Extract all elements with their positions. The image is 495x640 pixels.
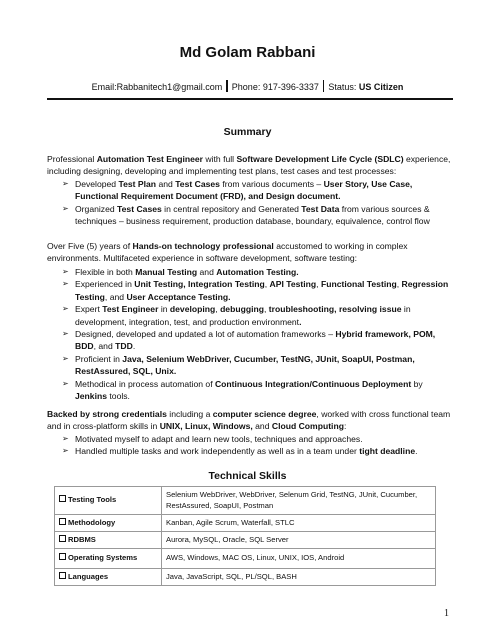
contact-line bbox=[0, 80, 495, 92]
skills-row bbox=[55, 569, 436, 586]
skills-category-cell bbox=[55, 515, 162, 532]
text-run: computer science degree bbox=[212, 409, 317, 419]
skills-value-cell: Kanban, Agile Scrum, Waterfall, STLC bbox=[162, 515, 436, 532]
text-run: by bbox=[411, 378, 423, 389]
arrow-bullet-icon: ➢ bbox=[62, 203, 69, 213]
skills-row bbox=[55, 532, 436, 549]
skills-row bbox=[55, 515, 436, 532]
text-run: , and bbox=[93, 341, 116, 352]
bullet-item bbox=[62, 203, 457, 228]
bullet-item bbox=[62, 433, 457, 445]
text-run: debugging bbox=[220, 304, 264, 315]
skills-category-cell bbox=[55, 569, 162, 586]
text-run: , bbox=[264, 279, 270, 290]
checkbox-square-icon bbox=[59, 572, 66, 579]
text-run: API Testing bbox=[269, 279, 317, 290]
skills-table bbox=[54, 486, 436, 586]
text-run: Designed, developed and updated a lot of automation frameworks – bbox=[75, 329, 336, 340]
text-run: Expert bbox=[75, 304, 103, 315]
text-run: Automation Testing. bbox=[216, 267, 299, 277]
text-run: tools. bbox=[107, 391, 130, 402]
status-label: Status: bbox=[328, 82, 359, 92]
skills-row bbox=[55, 487, 436, 515]
text-run: Regression Testing bbox=[75, 279, 449, 302]
skills-category-label: RDBMS bbox=[68, 534, 96, 544]
text-run: : bbox=[343, 421, 347, 432]
text-run: and bbox=[252, 421, 272, 432]
text-run: Developed bbox=[75, 179, 119, 189]
text-run: TDD bbox=[115, 341, 133, 352]
text-run: Cloud Computing bbox=[271, 421, 344, 432]
text-run: in bbox=[158, 304, 170, 315]
summary-list-3 bbox=[62, 433, 457, 458]
text-run: Software Development Life Cycle (SDLC) bbox=[236, 154, 404, 164]
skills-category-cell bbox=[55, 487, 162, 515]
text-run: Over Five (5) years of bbox=[47, 241, 133, 251]
text-run: and bbox=[197, 267, 217, 277]
checkbox-square-icon bbox=[59, 553, 66, 560]
text-run: Handled multiple tasks and work independently as well as in a team under bbox=[75, 446, 360, 457]
text-run: , worked with cross functional team and in cross-platform skills in bbox=[47, 409, 451, 432]
text-run: Hybrid framework, POM, BDD bbox=[75, 329, 436, 352]
summary-list-2 bbox=[62, 266, 457, 402]
skills-category-label: Languages bbox=[68, 571, 109, 581]
text-run: and bbox=[156, 179, 176, 189]
text-run: tight deadline bbox=[359, 446, 416, 457]
skills-value-cell: Selenium WebDriver, WebDriver, Selenum Grid, TestNG, JUnit, Cucumber, RestAssured, SoapUI, Postman bbox=[162, 487, 436, 515]
skills-row bbox=[55, 549, 436, 569]
skills-value-cell: Java, JavaScript, SQL, PL/SQL, BASH bbox=[162, 569, 436, 586]
arrow-bullet-icon: ➢ bbox=[62, 179, 69, 188]
text-run: Test Engineer bbox=[102, 304, 159, 315]
text-run: including a bbox=[166, 409, 213, 419]
skills-category-label: Methodology bbox=[68, 517, 116, 527]
summary-heading: Summary bbox=[223, 126, 272, 138]
text-run: , bbox=[215, 304, 221, 315]
text-run: Backed by strong credentials bbox=[47, 409, 167, 419]
arrow-bullet-icon: ➢ bbox=[62, 279, 69, 289]
email-text: Email:Rabbanitech1@gmail.com bbox=[91, 82, 223, 92]
skills-category-label: Testing Tools bbox=[68, 495, 117, 505]
text-run: developing bbox=[169, 304, 216, 315]
summary-list-1 bbox=[62, 178, 457, 228]
summary-paragraph-1 bbox=[47, 153, 457, 178]
text-run: from various sources & techniques – business requirement, production database, boundary, equivalence, control flow bbox=[75, 203, 430, 227]
text-run: Flexible in both bbox=[75, 267, 136, 277]
checkbox-square-icon bbox=[59, 495, 66, 502]
text-run: Hands-on technology professional bbox=[132, 241, 274, 251]
summary-paragraph-2 bbox=[47, 240, 457, 265]
bullet-item bbox=[62, 303, 457, 328]
candidate-name: Md Golam Rabbani bbox=[179, 44, 316, 61]
text-run: experience, including designing, developing and implementing test plans, test cases and test processes: bbox=[47, 154, 451, 177]
text-run: with full bbox=[203, 154, 237, 164]
text-run: in development, integration, test, and production environment bbox=[75, 304, 411, 327]
text-run: Continuous Integration/Continuous Deployment bbox=[214, 378, 412, 389]
text-run: , and bbox=[104, 291, 127, 302]
arrow-bullet-icon: ➢ bbox=[62, 446, 69, 456]
text-run: Motivated myself to adapt and learn new tools, techniques and approaches. bbox=[75, 434, 363, 444]
arrow-bullet-icon: ➢ bbox=[62, 353, 69, 363]
text-run: Organized bbox=[75, 203, 118, 214]
bullet-item bbox=[62, 378, 457, 403]
summary-paragraph-3 bbox=[47, 408, 457, 433]
text-run: Test Data bbox=[301, 203, 340, 214]
text-run: Methodical in process automation of bbox=[75, 378, 215, 389]
text-run: in central repository and Generated bbox=[161, 203, 302, 214]
text-run: . bbox=[415, 446, 418, 457]
text-run: Functional Testing bbox=[320, 279, 397, 290]
bullet-item bbox=[62, 353, 457, 378]
status-value: US Citizen bbox=[358, 82, 404, 92]
contact-separator bbox=[323, 80, 325, 92]
text-run: from various documents – bbox=[219, 179, 324, 189]
header-divider bbox=[47, 98, 453, 100]
text-run: Manual Testing bbox=[135, 267, 198, 277]
arrow-bullet-icon: ➢ bbox=[62, 304, 69, 314]
text-run: Jenkins bbox=[75, 391, 108, 402]
text-run: User Acceptance Testing. bbox=[126, 291, 231, 302]
bullet-item bbox=[62, 278, 457, 303]
text-run: Test Cases bbox=[175, 179, 220, 189]
arrow-bullet-icon: ➢ bbox=[62, 267, 69, 276]
skills-category-label: Operating Systems bbox=[68, 553, 138, 563]
text-run: , bbox=[263, 304, 269, 315]
text-run: Professional bbox=[47, 154, 97, 164]
text-run: Unit Testing, Integration Testing bbox=[134, 279, 265, 290]
text-run: Proficient in bbox=[75, 353, 123, 364]
text-run: UNIX, Linux, Windows, bbox=[159, 421, 253, 432]
text-run: , bbox=[316, 279, 321, 290]
checkbox-square-icon bbox=[59, 518, 66, 525]
text-run: . bbox=[132, 341, 136, 352]
skills-category-cell bbox=[55, 532, 162, 549]
text-run: . bbox=[299, 316, 302, 327]
text-run: Test Plan bbox=[118, 179, 157, 189]
bullet-item bbox=[62, 328, 457, 353]
bullet-item bbox=[62, 445, 457, 457]
text-run: User Story, Use Case, Functional Requirement Document (FRD), and Design document. bbox=[75, 179, 413, 202]
phone-text: Phone: 917-396-3337 bbox=[231, 82, 319, 92]
checkbox-square-icon bbox=[59, 535, 66, 542]
text-run: accustomed to working in complex environments. Multifaceted experience in software development, software testing: bbox=[47, 241, 408, 264]
skills-value-cell: Aurora, MySQL, Oracle, SQL Server bbox=[162, 532, 436, 549]
arrow-bullet-icon: ➢ bbox=[62, 434, 69, 443]
text-run: Automation Test Engineer bbox=[96, 154, 204, 164]
page-number: 1 bbox=[444, 608, 449, 619]
arrow-bullet-icon: ➢ bbox=[62, 329, 69, 339]
arrow-bullet-icon: ➢ bbox=[62, 378, 69, 388]
skills-heading: Technical Skills bbox=[208, 470, 287, 482]
text-run: Java, Selenium WebDriver, Cucumber, TestNG, JUnit, SoapUI, Postman, RestAssured, SQL, Unix. bbox=[75, 353, 415, 377]
text-run: Experienced in bbox=[75, 279, 135, 290]
bullet-item bbox=[62, 266, 457, 278]
text-run: , bbox=[396, 279, 402, 290]
skills-category-cell bbox=[55, 549, 162, 569]
text-run: troubleshooting, resolving issue bbox=[268, 304, 402, 315]
contact-separator bbox=[226, 80, 228, 92]
skills-value-cell: AWS, Windows, MAC OS, Linux, UNIX, IOS, Android bbox=[162, 549, 436, 569]
text-run: Test Cases bbox=[117, 203, 162, 214]
bullet-item bbox=[62, 178, 457, 203]
